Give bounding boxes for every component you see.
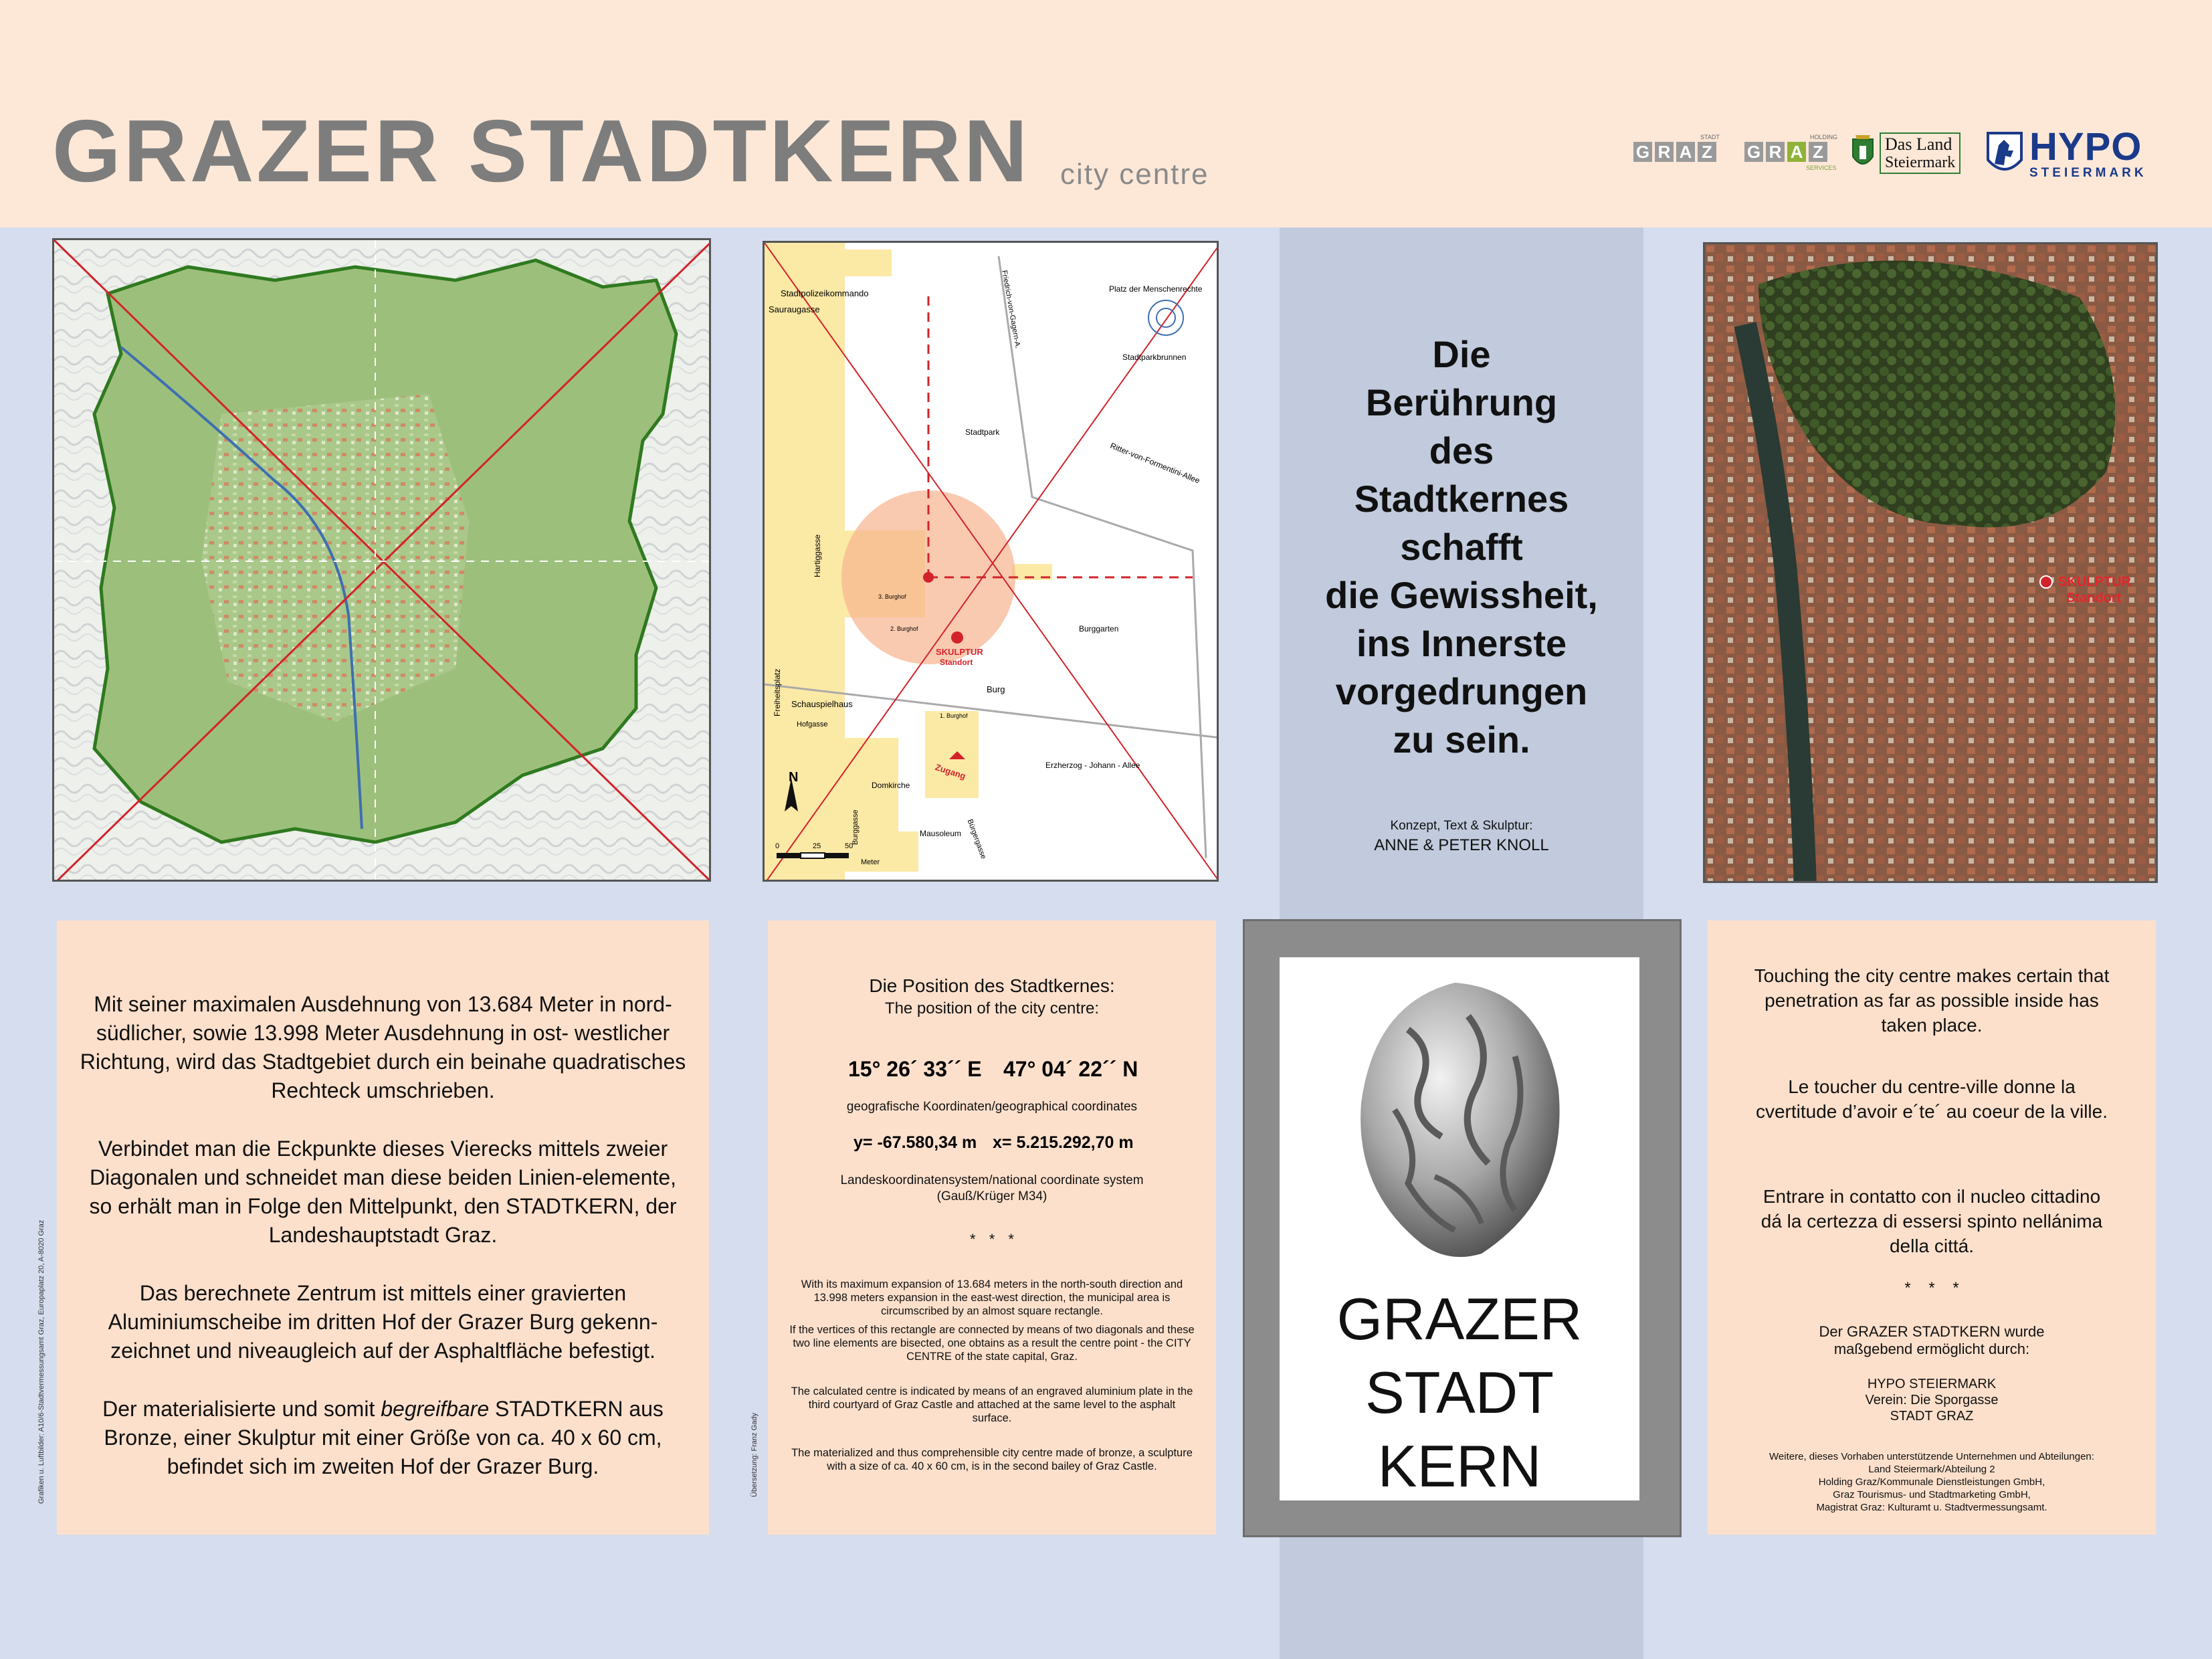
hypo-sub: STEIERMARK <box>2029 166 2147 180</box>
poem-line: vorgedrungen <box>1335 670 1588 712</box>
sculpture-image <box>1348 976 1569 1264</box>
english-text <box>788 1278 1196 1473</box>
supported-line2: maßgebend ermöglicht durch: <box>1833 1341 2030 1357</box>
north-arrow-label: N <box>789 770 799 785</box>
map-label-mausoleum: Mausoleum <box>920 829 962 838</box>
site-map-graphic <box>765 243 1219 882</box>
coord-north: 47° 04´ 22´´ N <box>1003 1057 1138 1081</box>
aerial-label-skulptur: SKULPTUR <box>2058 575 2131 589</box>
logo-letter: Z <box>1809 142 1827 162</box>
land-line2: Steiermark <box>1885 154 1956 171</box>
map-label-skulptur: SKULPTUR <box>936 647 983 657</box>
english-paragraph: With its maximum expansion of 13.684 meters in the north-south direction and 13.998 meters expansion in the east-west direction, the municipal area is circumscribed by an almost square rectangle. <box>801 1278 1183 1317</box>
german-paragraph: Mit seiner maximalen Ausdehnung von 13.684 Meter in nord-südlicher, sowie 13.998 Meter Ausdehnung in ost- westlicher Richtung, wird das Stadtgebiet durch ein beinahe quadratisches Rechteck umschrieben. <box>80 992 686 1102</box>
hypo-logo <box>1985 125 2147 181</box>
map-label-burghof3: 3. Burghof <box>878 593 906 600</box>
poem-line: schafft <box>1400 526 1523 568</box>
multilingual-panel <box>1708 920 2156 1535</box>
map-label-sauraugasse: Sauraugasse <box>769 304 820 314</box>
coord-y: y= -67.580,34 m <box>853 1133 977 1152</box>
scale-label-0: 0 <box>775 842 780 850</box>
map-label-standort: Standort <box>940 658 973 667</box>
german-paragraph-last <box>78 1395 688 1481</box>
map-label-burghof1: 1. Burghof <box>940 712 968 719</box>
sponsor-line: STADT GRAZ <box>1890 1409 1974 1424</box>
city-map <box>52 238 711 882</box>
english-paragraph: The calculated centre is indicated by means of an engraved aluminium plate in the third courtyard of Graz Castle and attached at the same level to the asphalt surface. <box>791 1385 1193 1424</box>
sponsor-line: Verein: Die Sporgasse <box>1865 1393 1999 1407</box>
aerial-graphic <box>1705 244 2158 883</box>
map-label-hartiggasse: Hartiggasse <box>813 534 822 577</box>
logo-letter: G <box>1633 142 1652 162</box>
map-label-brunnen: Stadtparkbrunnen <box>1122 353 1187 362</box>
further-supporters <box>1708 1450 2156 1514</box>
poem-line: Berührung <box>1365 381 1558 423</box>
sculpture-title-line: GRAZER <box>1336 1286 1583 1352</box>
center-poem <box>1280 330 1643 764</box>
scale-label-25: 25 <box>813 842 821 850</box>
map-label-ritter: Ritter-von-Formentini-Allee <box>1108 441 1201 486</box>
logo-letter: A <box>1676 142 1695 162</box>
aerial-label-standort: Standort <box>2066 591 2122 605</box>
text-span: Der materialisierte und somit <box>102 1397 381 1421</box>
further-line: Graz Tourismus- und Stadtmarketing GmbH, <box>1833 1489 2031 1500</box>
stars-separator: * * * <box>970 1231 1014 1248</box>
aerial-photo <box>1703 242 2158 883</box>
coord-x: x= 5.215.292,70 m <box>993 1133 1134 1152</box>
text-emphasis: begreifbare <box>381 1397 490 1421</box>
map-label-schauspielhaus: Schauspielhaus <box>791 699 853 709</box>
sculpture-title-line: STADT <box>1365 1359 1554 1426</box>
site-map <box>763 241 1219 882</box>
stars-separator: * * * <box>1904 1279 1959 1297</box>
system-sub: (Gauß/Krüger M34) <box>936 1189 1047 1203</box>
map-label-buergergasse: Bürgergasse <box>965 818 988 860</box>
map-label-zugang: Zugang <box>934 762 967 781</box>
map-label-burggasse: Burggasse <box>851 809 860 845</box>
system-label: Landeskoordinatensystem/national coordinate system <box>840 1173 1144 1187</box>
map-label-stadtpark: Stadtpark <box>965 427 1000 437</box>
sculpture-title-line: KERN <box>1377 1433 1542 1499</box>
sculpture-title <box>1280 1282 1639 1503</box>
further-line: Holding Graz/Kommunale Dienstleistungen GmbH, <box>1818 1476 2045 1488</box>
land-line1: Das Land <box>1885 134 1952 154</box>
logo-tag: SERVICES <box>1806 165 1837 171</box>
text-en: Touching the city centre makes certain that penetration as far as possible inside has taken place. <box>1754 965 2110 1036</box>
german-paragraph: Verbindet man die Eckpunkte dieses Vierecks mittels zweier Diagonalen und schneidet man diese beiden Linien-elemente, so erhält man in Folge den Mittelpunkt, den STADTKERN, der Landeshauptstadt Graz. <box>89 1137 677 1247</box>
coat-of-arms-icon <box>1851 134 1874 173</box>
poem-line: zu sein. <box>1393 718 1530 761</box>
graz-city-logo <box>1633 134 1720 162</box>
further-line: Land Steiermark/Abteilung 2 <box>1868 1464 1995 1475</box>
sponsor-line: HYPO STEIERMARK <box>1867 1377 1997 1391</box>
map-label-erzherzog: Erzherzog - Johann - Allee <box>1045 761 1140 770</box>
coord-label: geografische Koordinaten/geographical coordinates <box>846 1100 1138 1114</box>
logo-letter: R <box>1655 142 1674 162</box>
english-paragraph: If the vertices of this rectangle are connected by means of two diagonals and these two line elements are bisected, one obtains as a result the centre point - the CITY CENTRE of the state capital, Graz. <box>789 1324 1195 1363</box>
german-text-panel <box>57 920 709 1535</box>
further-line: Magistrat Graz: Kulturamt u. Stadtvermessungsamt. <box>1816 1502 2047 1513</box>
map-label-platz: Platz der Menschenrechte <box>1109 284 1203 294</box>
logo-letter: Z <box>1698 142 1716 162</box>
supported-line1: Der GRAZER STADTKERN wurde <box>1819 1323 2045 1340</box>
page-subtitle: city centre <box>1060 158 1209 191</box>
scale-label-unit: Meter <box>861 858 880 866</box>
land-steiermark-logo <box>1851 132 1960 174</box>
map-label-hofgasse: Hofgasse <box>797 720 828 728</box>
credit-names: ANNE & PETER KNOLL <box>1374 836 1549 854</box>
poem-line: des <box>1429 429 1494 472</box>
city-map-graphic <box>54 240 711 882</box>
poem-line: die Gewissheit, <box>1325 574 1598 616</box>
map-label-burggarten: Burggarten <box>1079 624 1119 633</box>
graz-holding-logo <box>1744 134 1838 171</box>
coord-east: 15° 26´ 33´´ E <box>848 1057 982 1081</box>
poem-line: Stadtkernes <box>1354 478 1569 520</box>
position-heading-de: Die Position des Stadtkernes: <box>869 975 1115 996</box>
translation-credit: Übersetzung: Franz Gady <box>750 1413 759 1497</box>
logo-letter: A <box>1787 142 1806 162</box>
position-panel <box>768 920 1216 1535</box>
sculpture-card <box>1280 957 1639 1500</box>
graphics-credit: Grafiken u. Luftbilder: A10/6-Stadtvermessungsamt Graz, Europaplatz 20, A-8020 Graz <box>37 1219 45 1504</box>
scale-label-50: 50 <box>845 842 853 850</box>
logo-letter: G <box>1744 142 1763 162</box>
position-heading-en: The position of the city centre: <box>884 999 1100 1017</box>
credit-label: Konzept, Text & Skulptur: <box>1390 819 1533 833</box>
text-it: Entrare in contatto con il nucleo cittadino dá la certezza di essersi spinto nellánima della cittá. <box>1761 1186 2103 1256</box>
panther-shield-icon <box>1985 130 2024 179</box>
page-title: GRAZER STADTKERN <box>52 102 1031 200</box>
map-label-friedrich: Friedrich-von-Gagern-A. <box>1000 270 1022 349</box>
hypo-name: HYPO <box>2029 125 2142 169</box>
text-span: STADTKERN aus Bronze, einer Skulptur mit einer Größe von ca. 40 x 60 cm, befindet sich im zweiten Hof der Grazer Burg. <box>104 1397 664 1478</box>
map-label-polizei: Stadtpolizeikommando <box>781 288 869 298</box>
map-label-burghof2: 2. Burghof <box>890 625 918 632</box>
logo-letter: R <box>1766 142 1785 162</box>
german-paragraph: Das berechnete Zentrum ist mittels einer gravierten Aluminiumscheibe im dritten Hof der Grazer Burg gekenn-zeichnet und niveaugleich auf der Asphaltfläche befestigt. <box>108 1281 658 1363</box>
map-label-domkirche: Domkirche <box>872 781 910 790</box>
german-text <box>78 990 688 1510</box>
english-paragraph: The materialized and thus comprehensible city centre made of bronze, a sculpture with a size of ca. 40 x 60 cm, is in the second bailey of Graz Castle. <box>791 1447 1193 1472</box>
poem-line: Die <box>1432 333 1491 375</box>
poem-line: ins Innerste <box>1356 622 1567 664</box>
text-fr: Le toucher du centre-ville donne la cvertitude d’avoir e´te´ au coeur de la ville. <box>1755 1076 2108 1122</box>
sculpture-frame <box>1243 919 1682 1537</box>
logo-tag: STADT <box>1700 134 1720 140</box>
map-label-freiheitsplatz: Freiheitsplatz <box>773 668 782 716</box>
further-line: Weitere, dieses Vorhaben unterstützende Unternehmen und Abteilungen: <box>1769 1451 2094 1462</box>
logo-tag: HOLDING <box>1810 134 1838 140</box>
map-label-burg: Burg <box>987 684 1005 694</box>
